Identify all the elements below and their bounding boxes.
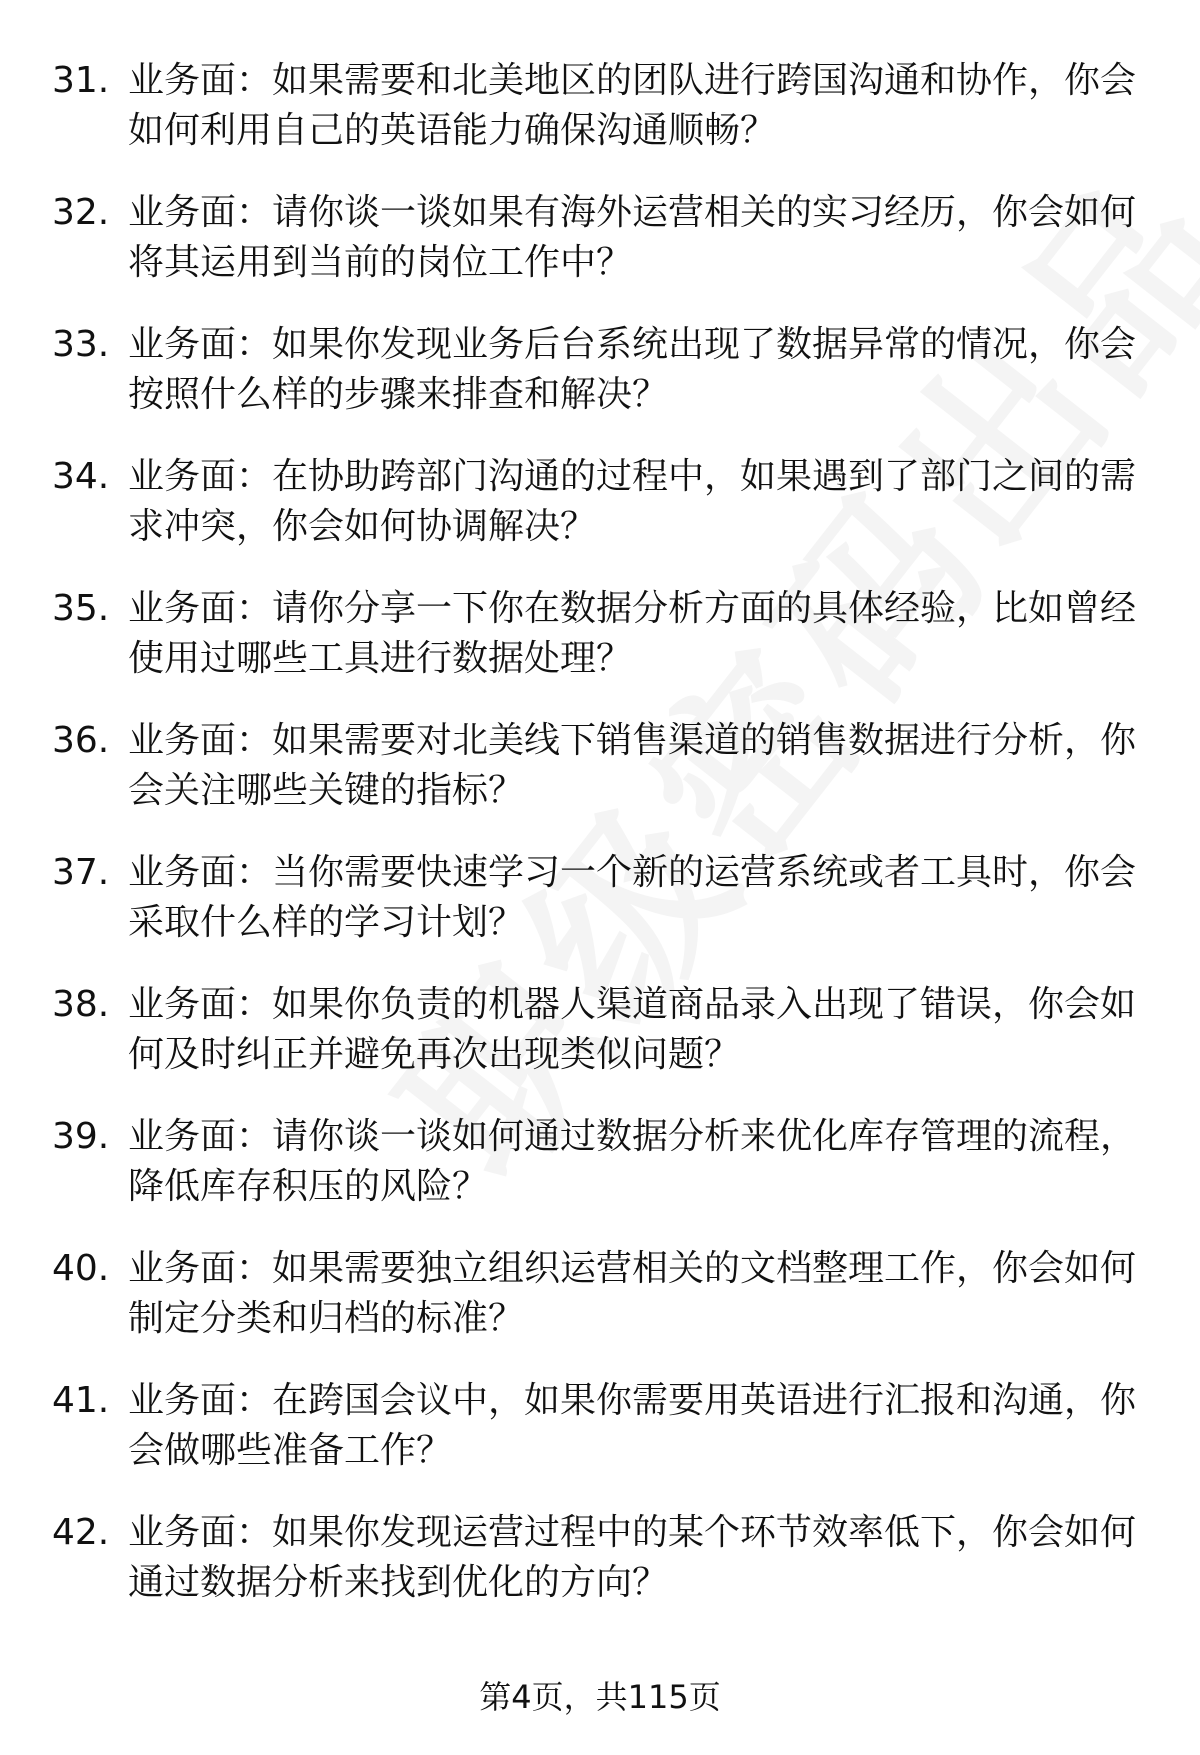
question-number: 34. [52,456,110,497]
question-number: 39. [52,1116,110,1157]
question-item-32 [0,188,1200,320]
question-item-40 [0,1244,1200,1376]
question-number: 36. [52,720,110,761]
question-number: 40. [52,1248,110,1289]
question-item-37 [0,848,1200,980]
question-number: 31. [52,60,110,101]
question-item-35 [0,584,1200,716]
question-text: 业务面：如果你发现运营过程中的某个环节效率低下，你会如何通过数据分析来找到优化的方向？ [128,1512,1137,1603]
question-text: 业务面：请你谈一谈如何通过数据分析来优化库存管理的流程，降低库存积压的风险？ [128,1116,1137,1207]
question-item-39 [0,1112,1200,1244]
question-number: 32. [52,192,110,233]
question-text: 业务面：如果你发现业务后台系统出现了数据异常的情况，你会按照什么样的步骤来排查和解决？ [128,324,1137,415]
question-number: 38. [52,984,110,1025]
question-number: 41. [52,1380,110,1421]
question-text: 业务面：如果需要和北美地区的团队进行跨国沟通和协作，你会如何利用自己的英语能力确保沟通顺畅？ [128,60,1137,151]
question-item-31 [0,56,1200,188]
question-list [0,56,1200,1640]
question-number: 37. [52,852,110,893]
question-number: 35. [52,588,110,629]
question-text: 业务面：在协助跨部门沟通的过程中，如果遇到了部门之间的需求冲突，你会如何协调解决？ [128,456,1137,547]
question-item-36 [0,716,1200,848]
question-text: 业务面：请你分享一下你在数据分析方面的具体经验，比如曾经使用过哪些工具进行数据处理？ [128,588,1137,679]
question-text: 业务面：如果需要对北美线下销售渠道的销售数据进行分析，你会关注哪些关键的指标？ [128,720,1137,811]
question-item-38 [0,980,1200,1112]
question-item-33 [0,320,1200,452]
question-item-34 [0,452,1200,584]
question-item-41 [0,1376,1200,1508]
question-number: 42. [52,1512,110,1553]
question-text: 业务面：请你谈一谈如果有海外运营相关的实习经历，你会如何将其运用到当前的岗位工作中？ [128,192,1137,283]
question-text: 业务面：在跨国会议中，如果你需要用英语进行汇报和沟通，你会做哪些准备工作？ [128,1380,1137,1471]
question-number: 33. [52,324,110,365]
question-text: 业务面：当你需要快速学习一个新的运营系统或者工具时，你会采取什么样的学习计划？ [128,852,1137,943]
question-text: 业务面：如果需要独立组织运营相关的文档整理工作，你会如何制定分类和归档的标准？ [128,1248,1137,1339]
page-indicator: 第4页，共115页 [479,1678,721,1716]
question-text: 业务面：如果你负责的机器人渠道商品录入出现了错误，你会如何及时纠正并避免再次出现类似问题？ [128,984,1137,1075]
question-item-42 [0,1508,1200,1640]
